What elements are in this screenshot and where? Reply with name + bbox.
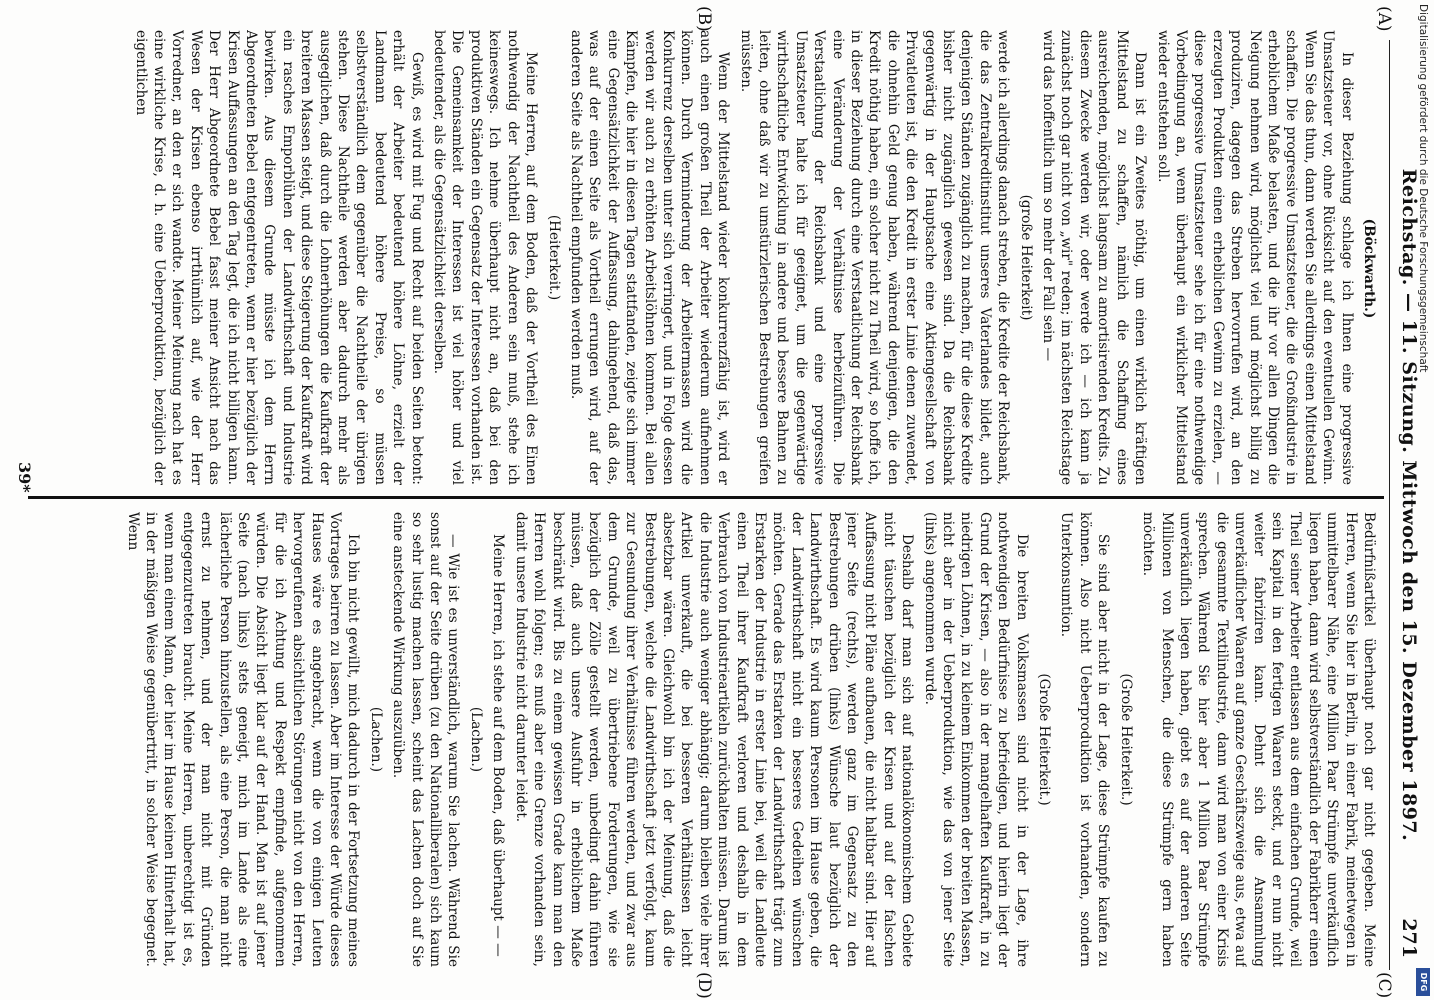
interjection: (Lachen.)	[467, 706, 484, 773]
paragraph: Sie sind aber nicht in der Lage, diese Strümpfe kaufen zu können. Also nicht Ueberproduktion ist vorhanden, sondern Unterkonsumtion.	[1058, 512, 1112, 967]
margin-marker-c: (C)	[1374, 972, 1394, 999]
header-title: Reichstag. — 11. Sitzung. Mittwoch den 15. Dezember 1897.	[1398, 168, 1420, 842]
paragraph: In dieser Beziehung schlage ich Ihnen eine progressive Umsatzsteuer vor, ohne Rücksicht auf den eventuellen Gewinn. Wenn Sie das thun, dann werden Sie allerdings einen Mittelstand schaffen. Die progressive Umsatzsteuer, die die Großindustrie in erheblichem Maße belasten, und die ihr vor allen Dingen die Neigung nehmen wird, möglichst viel und möglichst billig zu produziren, dagegen das Streben hervorrufen wird, an den erzeugten Produkten einen erheblichen Gewinn zu erzielen, — diese progressive Umsatzsteuer sehe ich für eine nothwendige Vorbedingung an, wenn überhaupt ein wirklicher Mittelstand wieder entstehen soll.	[1154, 30, 1355, 485]
digitization-credit	[1412, 0, 1434, 1000]
paragraph: Wenn der Mittelstand wieder konkurrenzfähig ist, wird er auch einen großen Theil der Arbeiter wiederum aufnehmen können. Durch Verminderung der Arbeitermassen wird die Konkurrenz derselben unter sich verringert, und in Folge dessen werden wir auch zu erhöhten Arbeitslöhnen kommen. Bei allen Kämpfen, die hier in diesen Tagen stattfanden, zeigte sich immer eine Gegensätzlichkeit der Auffassung, dahingehend, daß das, was auf der einen Seite als Vortheil errungen wird, auf der anderen Seite als Nachtheil empfunden werden muß.	[567, 30, 732, 485]
paragraph: — Wie ist es unverständlich, warum Sie lachen. Während Sie sonst auf der Seite drüben (zu den Nationalliberalen) sich kaum so sehr lustig machen lassen, scheint das Lachen doch auf Sie eine ansteckende Wirkung auszuüben.	[390, 512, 462, 967]
margin-marker-a: (A)	[1374, 6, 1394, 32]
signature-mark: 39*	[15, 462, 34, 493]
paragraph: Dann ist ein Zweites nöthig, um einen wirklich kräftigen Mittelstand zu schaffen, nämlich die Schaffung eines ausreichenden, möglichst langsam zu amortisirenden Kredits. Zu diesem Zwecke werden wir, oder werde ich — ich kann ja zunächst noch gar nicht von „wir" reden; im nächsten Reichstage wird das hoffentlich um so mehr der Fall sein —	[1040, 30, 1149, 485]
interjection: (Heiterkeit.)	[545, 214, 562, 301]
dfg-logo: DFG	[1416, 968, 1430, 996]
paragraph: Ich bin nicht gewillt, mich dadurch in der Fortsetzung meines Vortrages beirren zu lassen. Aber im Interesse der Würde dieses Hauses wäre es angebracht, wenn die von einigen Leuten hervorgerufenen absichtlichen Störungen nicht von den Herren, für die ich Achtung und Respekt empfinde, aufgenommen würden. Die Absicht liegt klar auf der Hand. Man ist auf jener Seite (nach links) stets geneigt, mich im Lande als eine lächerliche Person hinzustellen, als eine Person, die man nicht ernst zu nehmen, und der man nicht mit Gründen entgegenzutreten braucht. Meine Herren, unberechtigt ist es, wenn man einem Mann, der hier im Hause keinen Hinterhalt hat, in der mäßigen Weise gegenübertritt, in solcher Weise begegnet. Wenn	[124, 512, 362, 967]
interjection: (große Heiterkeit)	[1017, 194, 1034, 321]
column-divider	[28, 496, 1384, 499]
page-number: 271	[1398, 918, 1420, 958]
paragraph: Gewiß, es wird mit Fug und Recht auf beiden Seiten betont: erhält der Arbeiter bedeutend höhere Löhne, erzielt der Landmann bedeutend höhere Preise, so müssen selbstverständlich dem gegenüber die Nachtheile der übrigen stehen. Diese Nachtheile werden aber dadurch mehr als ausgeglichen, daß durch die Lohnerhöhungen die Kaufkraft der breiteren Massen steigt, und diese Steigerung der Kaufkraft wird ein rasches Emporblühen der Landwirthschaft und Industrie bewirken. Aus diesem Grunde müsste ich dem Herrn Abgeordneten Bebel entgegentreten, wenn er hier bezüglich der Krisen Auffassungen an den Tag legt, die ich nicht billigen kann. Der Herr Abgeordnete Bebel fasst meiner Ansicht nach das Wesen der Krisen ebenso irrthümlich auf, wie der Herr Vorredner, an den er sich wandte. Meiner Meinung nach hat es eine wirkliche Krise, d. h. eine Ueberproduktion, bezüglich der eigentlichen	[132, 30, 425, 485]
header-rule	[1389, 40, 1390, 970]
paragraph: werde ich allerdings danach streben, die Kredite der Reichsbank, die das Zentralkreditinstitut unseres Vaterlandes bildet, auch denjenigen Ständen zugänglich zu machen, für die diese Kredite bisher nicht zugänglich gewesen sind. Da die Reichsbank gegenwärtig in der Hauptsache eine Aktiengesellschaft von Privatleuten ist, die den Kredit in erster Linie denen zuwendet, die ohnehin Geld genug haben, während denjenigen, die den Kredit nöthig haben, ein solcher nicht zu Theil wird, so hoffe ich, in dieser Beziehung durch eine Verstaatlichung der Reichsbank eine Veränderung der Verhältnisse herbeizuführen. Die Verstaatlichung der Reichsbank und eine progressive Umsatzsteuer halte ich für geeignet, um die gegenwärtige wirthschaftliche Entwicklung in andere und bessere Bahnen zu leiten, ohne daß wir zu umstürzlerischen Bestrebungen greifen müssten.	[737, 30, 1012, 485]
right-column	[28, 512, 1378, 967]
paragraph: Deshalb darf man sich auf nationalökonomischem Gebiete nicht täuschen bezüglich der Krisen und auf der falschen Auffassung nicht Pläne aufbauen, die nicht haltbar sind. Hier auf jener Seite (rechts), werden ganz im Gegensatz zu den Bestrebungen drüben (links) Wünsche laut bezüglich der Landwirthschaft. Es wird kaum Personen im Hause geben, die der Landwirthschaft nicht ein besseres Gedeihen wünschen möchten. Gerade das Erstarken der Landwirthschaft trägt zum Erstarken der Industrie in erster Linie bei, weil die Landleute einen Theil ihrer Kaufkraft verloren und deshalb in dem Verbrauch von Industrieartikeln zurückhalten müssen. Darum ist die Industrie auch weniger abhängig; darum bleiben viele ihrer Artikel unverkauft, die bei besseren Verhältnissen leicht absetzbar wären. Gleichwohl bin ich der Meinung, daß die Bestrebungen, welche die Landwirthschaft jetzt verfolgt, kaum zur Gesundung ihrer Verhältnisse führen werden, und zwar aus dem Grunde, weil zu übertriebene Forderungen, wie sie bezüglich der Zölle gestellt werden, unbedingt dahin führen müssen, daß auch unsere Ausfuhr in erheblichem Maße beschränkt wird. Bis zu einem gewissen Grade kann man den Herren wohl folgen; es muß aber eine Grenze vorhanden sein, damit unsere Industrie nicht darunter leidet.	[512, 512, 916, 967]
speaker-name: (Böckwarth.)	[1361, 218, 1377, 319]
margin-marker-b: (B)	[694, 6, 714, 32]
left-column	[28, 30, 1378, 485]
paragraph: Die breiten Volksmassen sind nicht in der Lage, ihre nothwendigen Bedürfnisse zu befriedigen, und hierin liegt der Grund der Krisen, — also in der mangelhaften Kaufkraft, in zu niedrigen Löhnen, in zu kleinem Einkommen der breiten Massen, nicht aber in der Ueberproduktion, wie das von jener Seite (links) angenommen wurde.	[921, 512, 1030, 967]
interjection: (Lachen.)	[367, 706, 384, 773]
interjection: (Große Heiterkeit.)	[1036, 673, 1053, 806]
interjection: (Große Heiterkeit.)	[1117, 673, 1134, 806]
paragraph: Meine Herren, auf dem Boden, daß der Vortheil des Einen nothwendig der Nachtheil des Anderen sein muß, stehe ich keineswegs. Ich nehme überhaupt nicht an, daß bei den produktiven Ständen ein Gegensatz der Interessen vorhanden ist. Die Gemeinsamkeit der Interessen ist viel höher und viel bedeutender, als die Gegensätzlichkeit derselben.	[431, 30, 540, 485]
credit-text: Digitalisierung gefördert durch die Deutsche Forschungsgemeinschaft	[1417, 4, 1429, 373]
paragraph: Meine Herren, ich stehe auf dem Boden, daß überhaupt — —	[490, 534, 507, 957]
margin-marker-d: (D)	[694, 972, 714, 999]
paragraph: Bedürfnißartikel überhaupt noch gar nicht gegeben. Meine Herren, wenn Sie hier in Berlin, in einer Fabrik, meinetwegen in unmittelbarer Nähe, eine Million Paar Strümpfe unverkäuflich liegen haben, dann wird selbstverständlich der Fabrikherr einen Theil seiner Arbeiter entlassen aus dem einfachen Grunde, weil sein Kapital in den fertigen Waaren steckt, und er nun nicht weiter fabriziren kann. Dehnt sich die Ansammlung unverkäuflicher Waaren auf ganze Geschäftszweige aus, etwa auf die gesammte Textilindustrie, dann wird man von einer Krisis sprechen. Während Sie hier aber 1 Million Paar Strümpfe unverkäuflich liegen haben, giebt es auf der anderen Seite Millionen von Menschen, die diese Strümpfe gern haben möchten.	[1140, 512, 1377, 967]
